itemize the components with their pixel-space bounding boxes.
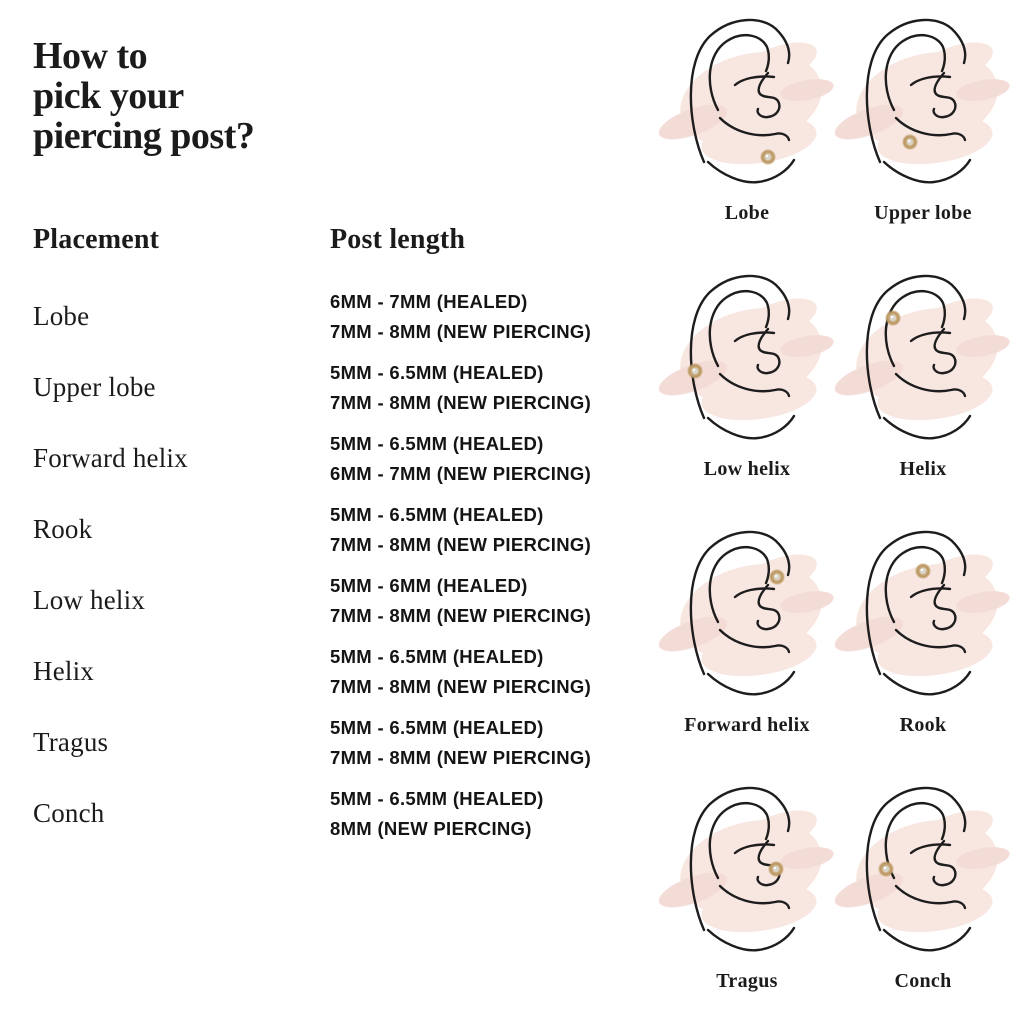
ear-diagram-label: Upper lobe (874, 202, 972, 224)
piercing-stud-icon (885, 310, 901, 326)
ear-diagram-label: Rook (899, 714, 947, 736)
ear-illustration (835, 12, 1011, 192)
new-piercing-length: 7MM - 8MM (NEW PIERCING) (330, 746, 592, 768)
healed-length: 5MM - 6.5MM (HEALED) (330, 503, 544, 525)
post-length-values (330, 287, 591, 347)
piercing-stud-icon (687, 363, 703, 379)
ear-diagram-forward-helix (659, 524, 835, 780)
ear-diagram-lobe (659, 12, 835, 268)
ear-diagram-label: Tragus (716, 970, 778, 992)
post-length-values (330, 500, 591, 560)
new-piercing-length: 7MM - 8MM (NEW PIERCING) (330, 675, 592, 697)
post-length-values (330, 642, 591, 702)
ear-illustration (659, 12, 835, 192)
piercing-stud-icon (760, 149, 776, 165)
healed-length: 5MM - 6.5MM (HEALED) (330, 716, 544, 738)
post-length-column-header: Post length (330, 224, 466, 255)
ear-illustration (835, 524, 1011, 704)
post-length-values (330, 429, 591, 489)
healed-length: 5MM - 6.5MM (HEALED) (330, 361, 544, 383)
watercolor-splash (835, 290, 1011, 427)
table-row (33, 352, 591, 423)
table-row (33, 707, 591, 778)
ear-diagram-low-helix (659, 268, 835, 524)
post-length-values (330, 358, 591, 418)
new-piercing-length: 7MM - 8MM (NEW PIERCING) (330, 320, 592, 342)
new-piercing-length: 7MM - 8MM (NEW PIERCING) (330, 533, 592, 555)
placement-table (33, 281, 591, 849)
ear-illustration (835, 268, 1011, 448)
ear-diagram-label: Helix (899, 458, 947, 480)
new-piercing-length: 6MM - 7MM (NEW PIERCING) (330, 462, 592, 484)
table-row (33, 636, 591, 707)
healed-length: 5MM - 6.5MM (HEALED) (330, 787, 544, 809)
table-row (33, 494, 591, 565)
new-piercing-length: 7MM - 8MM (NEW PIERCING) (330, 604, 592, 626)
watercolor-splash (659, 802, 835, 939)
table-row (33, 565, 591, 636)
ear-diagram-tragus (659, 780, 835, 1024)
piercing-stud-icon (769, 569, 785, 585)
ear-diagram-label: Forward helix (684, 714, 810, 736)
ear-illustration (659, 780, 835, 960)
healed-length: 6MM - 7MM (HEALED) (330, 290, 528, 312)
new-piercing-length: 8MM (NEW PIERCING) (330, 817, 532, 839)
piercing-stud-icon (878, 861, 894, 877)
ear-diagram-rook (835, 524, 1011, 780)
ear-diagram-conch (835, 780, 1011, 1024)
placement-label: Lobe (33, 301, 90, 331)
post-length-values (330, 713, 591, 773)
title-line: How to (33, 35, 148, 77)
placement-label: Conch (33, 798, 105, 828)
piercing-stud-icon (902, 134, 918, 150)
ear-diagram-grid (659, 12, 1011, 1024)
placement-label: Helix (33, 656, 94, 686)
table-row (33, 778, 591, 849)
piercing-stud-icon (768, 861, 784, 877)
ear-illustration (835, 780, 1011, 960)
table-header-row (33, 224, 465, 256)
title-line: pick your (33, 75, 184, 117)
title-line: piercing post? (33, 115, 255, 157)
piercing-stud-icon (915, 563, 931, 579)
table-row (33, 281, 591, 352)
watercolor-splash (835, 802, 1011, 939)
post-length-values (330, 571, 591, 631)
placement-label: Rook (33, 514, 93, 544)
watercolor-splash (659, 290, 835, 427)
placement-label: Forward helix (33, 443, 188, 473)
page-title (33, 36, 254, 156)
ear-illustration (659, 524, 835, 704)
placement-label: Tragus (33, 727, 109, 757)
placement-column-header: Placement (33, 224, 160, 255)
post-length-values (330, 784, 544, 844)
watercolor-splash (835, 34, 1011, 171)
table-row (33, 423, 591, 494)
watercolor-splash (659, 34, 835, 171)
ear-diagram-label: Lobe (724, 202, 770, 224)
ear-diagram-helix (835, 268, 1011, 524)
placement-label: Low helix (33, 585, 146, 615)
watercolor-splash (659, 546, 835, 683)
healed-length: 5MM - 6.5MM (HEALED) (330, 432, 544, 454)
healed-length: 5MM - 6.5MM (HEALED) (330, 645, 544, 667)
ear-diagram-upper-lobe (835, 12, 1011, 268)
ear-diagram-label: Conch (894, 970, 952, 992)
new-piercing-length: 7MM - 8MM (NEW PIERCING) (330, 391, 592, 413)
ear-illustration (659, 268, 835, 448)
ear-diagram-label: Low helix (703, 458, 791, 480)
placement-label: Upper lobe (33, 372, 156, 402)
healed-length: 5MM - 6MM (HEALED) (330, 574, 528, 596)
